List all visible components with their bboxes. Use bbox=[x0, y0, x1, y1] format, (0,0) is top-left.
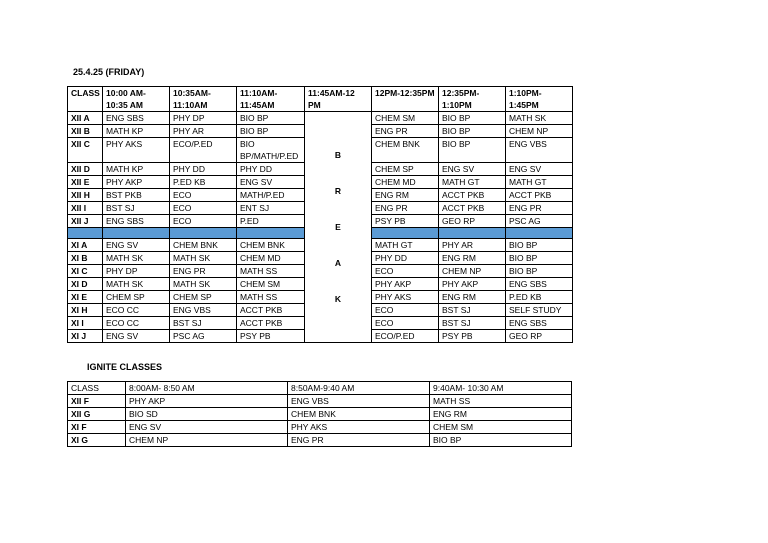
subject-cell: ECO bbox=[170, 202, 237, 215]
subject-cell: ENG SV bbox=[103, 239, 170, 252]
ignite-subject-cell: ENG PR bbox=[288, 434, 430, 447]
subject-cell: ENG PR bbox=[506, 202, 573, 215]
subject-cell: ECO CC bbox=[103, 317, 170, 330]
subject-cell: CHEM BNK bbox=[237, 239, 305, 252]
class-cell: XI A bbox=[68, 239, 103, 252]
subject-cell: CHEM SM bbox=[237, 278, 305, 291]
class-cell: XII A bbox=[68, 112, 103, 125]
ignite-row bbox=[68, 421, 572, 434]
date-title: 25.4.25 (FRIDAY) bbox=[73, 67, 145, 77]
subject-cell: ENG VBS bbox=[506, 138, 573, 163]
break-letter: K bbox=[334, 294, 342, 304]
subject-cell: ENG SBS bbox=[103, 215, 170, 228]
subject-cell: BIO BP bbox=[439, 125, 506, 138]
separator-cell bbox=[103, 228, 170, 239]
class-cell: XII I bbox=[68, 202, 103, 215]
subject-cell: ENG SBS bbox=[103, 112, 170, 125]
subject-cell: PHY DD bbox=[237, 163, 305, 176]
subject-cell: P.ED KB bbox=[506, 291, 573, 304]
subject-cell: SELF STUDY bbox=[506, 304, 573, 317]
subject-cell: MATH SK bbox=[103, 252, 170, 265]
ignite-subject-cell: ENG RM bbox=[430, 408, 572, 421]
ignite-header-slot-3: 9:40AM- 10:30 AM bbox=[430, 382, 572, 395]
ignite-row bbox=[68, 408, 572, 421]
separator-cell bbox=[439, 228, 506, 239]
subject-cell: PHY AR bbox=[170, 125, 237, 138]
subject-cell: PSY PB bbox=[237, 330, 305, 343]
subject-cell: CHEM SP bbox=[170, 291, 237, 304]
header-period-3: 11:10AM-11:45AM bbox=[237, 87, 305, 112]
subject-cell: MATH GT bbox=[372, 239, 439, 252]
separator-cell bbox=[237, 228, 305, 239]
subject-cell: BIO BP bbox=[237, 125, 305, 138]
subject-cell: MATH KP bbox=[103, 163, 170, 176]
subject-cell: MATH SS bbox=[237, 265, 305, 278]
subject-cell: BIO BP/MATH/P.ED bbox=[237, 138, 305, 163]
subject-cell: CHEM MD bbox=[372, 176, 439, 189]
separator-cell bbox=[372, 228, 439, 239]
subject-cell: PHY AR bbox=[439, 239, 506, 252]
ignite-row bbox=[68, 395, 572, 408]
ignite-subject-cell: BIO SD bbox=[126, 408, 288, 421]
subject-cell: PHY AKP bbox=[103, 176, 170, 189]
ignite-subject-cell: CHEM BNK bbox=[288, 408, 430, 421]
subject-cell: ECO CC bbox=[103, 304, 170, 317]
subject-cell: CHEM SP bbox=[372, 163, 439, 176]
subject-cell: CHEM MD bbox=[237, 252, 305, 265]
break-letter: B bbox=[334, 150, 342, 160]
header-period-2: 10:35AM-11:10AM bbox=[170, 87, 237, 112]
subject-cell: PSY PB bbox=[372, 215, 439, 228]
table-row bbox=[68, 112, 573, 125]
subject-cell: PSC AG bbox=[170, 330, 237, 343]
header-break: 11:45AM-12 PM bbox=[305, 87, 372, 112]
subject-cell: ECO bbox=[170, 189, 237, 202]
subject-cell: P.ED bbox=[237, 215, 305, 228]
subject-cell: PSY PB bbox=[439, 330, 506, 343]
break-column bbox=[305, 112, 372, 343]
subject-cell: ENG SV bbox=[103, 330, 170, 343]
break-letter: R bbox=[334, 186, 342, 196]
subject-cell: BST PKB bbox=[103, 189, 170, 202]
ignite-class-cell: XI G bbox=[68, 434, 126, 447]
ignite-subject-cell: PHY AKS bbox=[288, 421, 430, 434]
subject-cell: MATH GT bbox=[439, 176, 506, 189]
subject-cell: ENG RM bbox=[439, 252, 506, 265]
timetable-header-row bbox=[68, 87, 573, 112]
subject-cell: BST SJ bbox=[170, 317, 237, 330]
subject-cell: PHY DD bbox=[372, 252, 439, 265]
header-period-1: 10:00 AM-10:35 AM bbox=[103, 87, 170, 112]
subject-cell: CHEM SP bbox=[103, 291, 170, 304]
ignite-subject-cell: CHEM NP bbox=[126, 434, 288, 447]
ignite-subject-cell: BIO BP bbox=[430, 434, 572, 447]
ignite-subject-cell: ENG VBS bbox=[288, 395, 430, 408]
subject-cell: BIO BP bbox=[237, 112, 305, 125]
subject-cell: ECO bbox=[372, 265, 439, 278]
subject-cell: PHY AKP bbox=[372, 278, 439, 291]
subject-cell: MATH SK bbox=[103, 278, 170, 291]
subject-cell: CHEM SM bbox=[372, 112, 439, 125]
subject-cell: GEO RP bbox=[506, 330, 573, 343]
class-cell: XI J bbox=[68, 330, 103, 343]
subject-cell: BIO BP bbox=[506, 265, 573, 278]
subject-cell: ENG SV bbox=[506, 163, 573, 176]
subject-cell: P.ED KB bbox=[170, 176, 237, 189]
subject-cell: MATH GT bbox=[506, 176, 573, 189]
subject-cell: ECO/P.ED bbox=[372, 330, 439, 343]
subject-cell: PHY AKP bbox=[439, 278, 506, 291]
subject-cell: ECO bbox=[372, 317, 439, 330]
subject-cell: ACCT PKB bbox=[237, 317, 305, 330]
ignite-header-slot-1: 8:00AM- 8:50 AM bbox=[126, 382, 288, 395]
ignite-subject-cell: CHEM SM bbox=[430, 421, 572, 434]
class-cell: XII H bbox=[68, 189, 103, 202]
header-period-6: 1:10PM-1:45PM bbox=[506, 87, 573, 112]
ignite-class-cell: XI F bbox=[68, 421, 126, 434]
subject-cell: PHY DP bbox=[170, 112, 237, 125]
ignite-title: IGNITE CLASSES bbox=[87, 362, 163, 372]
subject-cell: BIO BP bbox=[506, 239, 573, 252]
subject-cell: CHEM NP bbox=[439, 265, 506, 278]
ignite-row bbox=[68, 434, 572, 447]
subject-cell: ENG PR bbox=[170, 265, 237, 278]
break-letter: E bbox=[335, 222, 341, 232]
ignite-header-row bbox=[68, 382, 572, 395]
subject-cell: PHY AKS bbox=[372, 291, 439, 304]
class-cell: XI H bbox=[68, 304, 103, 317]
header-period-4: 12PM-12:35PM bbox=[372, 87, 439, 112]
class-cell: XII E bbox=[68, 176, 103, 189]
break-letter: A bbox=[334, 258, 342, 268]
ignite-subject-cell: ENG SV bbox=[126, 421, 288, 434]
subject-cell: CHEM BNK bbox=[170, 239, 237, 252]
subject-cell: MATH SK bbox=[170, 278, 237, 291]
subject-cell: ACCT PKB bbox=[506, 189, 573, 202]
header-period-5: 12:35PM-1:10PM bbox=[439, 87, 506, 112]
ignite-class-cell: XII G bbox=[68, 408, 126, 421]
subject-cell: ACCT PKB bbox=[439, 202, 506, 215]
subject-cell: PHY DD bbox=[170, 163, 237, 176]
subject-cell: ACCT PKB bbox=[439, 189, 506, 202]
subject-cell: MATH SS bbox=[237, 291, 305, 304]
class-cell: XI C bbox=[68, 265, 103, 278]
class-cell: XI I bbox=[68, 317, 103, 330]
subject-cell: PSC AG bbox=[506, 215, 573, 228]
subject-cell: ENG SBS bbox=[506, 317, 573, 330]
subject-cell: BST SJ bbox=[439, 317, 506, 330]
subject-cell: CHEM BNK bbox=[372, 138, 439, 163]
separator-cell bbox=[170, 228, 237, 239]
ignite-header-class: CLASS bbox=[68, 382, 126, 395]
ignite-subject-cell: PHY AKP bbox=[126, 395, 288, 408]
class-cell: XII C bbox=[68, 138, 103, 163]
subject-cell: ENG PR bbox=[372, 125, 439, 138]
subject-cell: ENG SBS bbox=[506, 278, 573, 291]
subject-cell: ENG SV bbox=[439, 163, 506, 176]
subject-cell: ECO/P.ED bbox=[170, 138, 237, 163]
subject-cell: BIO BP bbox=[439, 138, 506, 163]
separator-cell bbox=[68, 228, 103, 239]
subject-cell: MATH SK bbox=[170, 252, 237, 265]
subject-cell: PHY AKS bbox=[103, 138, 170, 163]
subject-cell: ENG RM bbox=[372, 189, 439, 202]
class-cell: XII B bbox=[68, 125, 103, 138]
subject-cell: ENG VBS bbox=[170, 304, 237, 317]
subject-cell: ECO bbox=[170, 215, 237, 228]
class-cell: XI B bbox=[68, 252, 103, 265]
ignite-table bbox=[67, 381, 572, 447]
subject-cell: ENT SJ bbox=[237, 202, 305, 215]
subject-cell: BIO BP bbox=[506, 252, 573, 265]
class-cell: XII D bbox=[68, 163, 103, 176]
class-cell: XI E bbox=[68, 291, 103, 304]
subject-cell: BST SJ bbox=[439, 304, 506, 317]
subject-cell: BST SJ bbox=[103, 202, 170, 215]
header-class: CLASS bbox=[68, 87, 103, 112]
separator-cell bbox=[506, 228, 573, 239]
subject-cell: MATH KP bbox=[103, 125, 170, 138]
ignite-class-cell: XII F bbox=[68, 395, 126, 408]
ignite-subject-cell: MATH SS bbox=[430, 395, 572, 408]
subject-cell: ECO bbox=[372, 304, 439, 317]
subject-cell: ENG PR bbox=[372, 202, 439, 215]
subject-cell: ENG SV bbox=[237, 176, 305, 189]
timetable bbox=[67, 86, 573, 343]
subject-cell: MATH/P.ED bbox=[237, 189, 305, 202]
subject-cell: ACCT PKB bbox=[237, 304, 305, 317]
ignite-header-slot-2: 8:50AM-9:40 AM bbox=[288, 382, 430, 395]
subject-cell: BIO BP bbox=[439, 112, 506, 125]
subject-cell: PHY DP bbox=[103, 265, 170, 278]
subject-cell: GEO RP bbox=[439, 215, 506, 228]
subject-cell: CHEM NP bbox=[506, 125, 573, 138]
subject-cell: ENG RM bbox=[439, 291, 506, 304]
class-cell: XII J bbox=[68, 215, 103, 228]
subject-cell: MATH SK bbox=[506, 112, 573, 125]
class-cell: XI D bbox=[68, 278, 103, 291]
